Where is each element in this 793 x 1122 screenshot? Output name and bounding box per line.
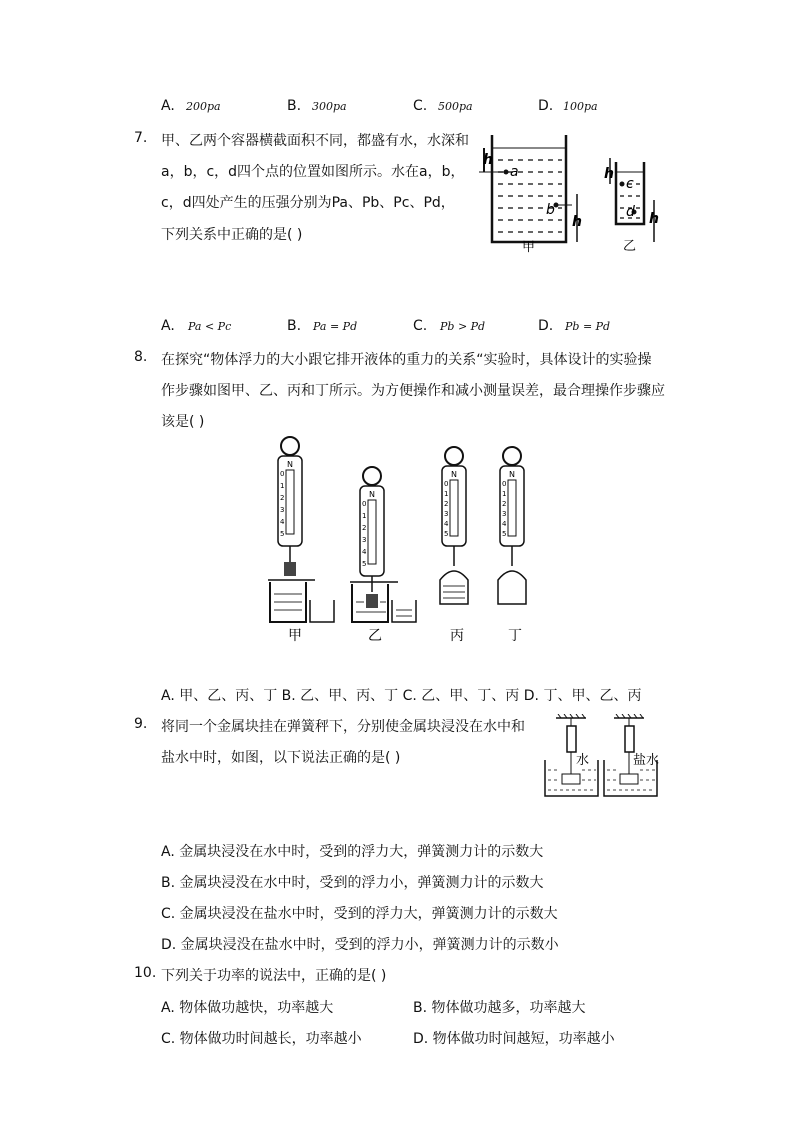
q7-label-jia: 甲 — [522, 240, 536, 255]
q8-number: 8. — [134, 349, 148, 365]
container-yi — [604, 158, 659, 254]
scale-yi-n: N — [369, 490, 375, 499]
scale-ding-n: N — [509, 470, 515, 479]
q6-option-b-text: 300pa — [312, 100, 347, 113]
q8-line-1: 在探究“物体浮力的大小跟它排开液体的重力的关系“实验时，具体设计的实验操 — [161, 352, 652, 368]
scale-jia-n: N — [287, 460, 293, 469]
scale-bing-n: N — [451, 470, 457, 479]
q8-line-3: 该是( ) — [161, 414, 205, 430]
svg-text:0: 0 — [444, 480, 449, 488]
svg-text:2: 2 — [444, 500, 449, 508]
q8-line-2: 作步骤如图甲、乙、丙和丁所示。为方便操作和减小测量误差，最合理操作步骤应 — [161, 383, 665, 399]
q10-option-c: C. 物体做功时间越长，功率越小 — [161, 1031, 362, 1047]
svg-text:1: 1 — [502, 490, 507, 498]
setup-ding — [498, 447, 526, 644]
q9-option-a: A. 金属块浸没在水中时，受到的浮力大，弹簧测力计的示数大 — [161, 844, 544, 860]
q7-line-4: 下列关系中正确的是( ) — [161, 227, 303, 243]
q8-label-ding: 丁 — [508, 628, 522, 644]
svg-text:0: 0 — [280, 470, 285, 478]
q9-immersion-figure — [540, 714, 664, 800]
q10-stem: 下列关于功率的说法中，正确的是( ) — [161, 968, 387, 984]
svg-text:5: 5 — [280, 530, 285, 538]
q9-option-b: B. 金属块浸没在水中时，受到的浮力小，弹簧测力计的示数大 — [161, 875, 544, 891]
svg-text:4: 4 — [362, 548, 367, 556]
q9-line-1: 将同一个金属块挂在弹簧秤下，分别使金属块浸没在水中和 — [161, 719, 525, 735]
q7-label-yi: 乙 — [623, 239, 637, 254]
setup-yi — [350, 467, 416, 644]
q7-jia-h-label: h — [483, 152, 493, 168]
q7-option-b-text: Pa = Pd — [313, 320, 358, 333]
svg-text:2: 2 — [280, 494, 285, 502]
q10-option-b: B. 物体做功越多，功率越大 — [413, 1000, 586, 1016]
q6-option-a-text: 200pa — [186, 100, 221, 113]
svg-text:1: 1 — [444, 490, 449, 498]
svg-text:3: 3 — [502, 510, 507, 518]
q7-yi-h2-label: h — [649, 211, 659, 227]
q6-option-d-text: 100pa — [563, 100, 598, 113]
q7-yi-h-label: h — [604, 166, 614, 182]
q9-option-c: C. 金属块浸没在盐水中时，受到的浮力大，弹簧测力计的示数大 — [161, 906, 558, 922]
svg-text:5: 5 — [444, 530, 449, 538]
svg-text:4: 4 — [280, 518, 285, 526]
svg-text:5: 5 — [502, 530, 507, 538]
q7-option-a-text: Pa < Pc — [188, 320, 232, 333]
setup-bing — [440, 447, 468, 644]
q8-label-bing: 丙 — [450, 628, 464, 644]
q7-point-c-label: c — [626, 176, 634, 192]
q7-option-a-letter: A. — [161, 318, 175, 334]
q7-point-a-label: a — [510, 164, 519, 180]
svg-text:2: 2 — [502, 500, 507, 508]
q10-number: 10. — [134, 965, 157, 981]
q7-number: 7. — [134, 130, 148, 146]
q7-line-3: c，d四处产生的压强分别为Pa、Pb、Pc、Pd， — [161, 195, 455, 211]
q9-label-salt-water: 盐水 — [633, 753, 660, 768]
svg-text:4: 4 — [502, 520, 507, 528]
q8-label-yi: 乙 — [368, 628, 382, 644]
svg-text:1: 1 — [280, 482, 285, 490]
setup-salt-water — [604, 714, 659, 796]
q9-line-2: 盐水中时，如图，以下说法正确的是( ) — [161, 750, 401, 766]
svg-text:3: 3 — [280, 506, 285, 514]
svg-text:4: 4 — [444, 520, 449, 528]
svg-text:2: 2 — [362, 524, 367, 532]
q9-option-d: D. 金属块浸没在盐水中时，受到的浮力小，弹簧测力计的示数小 — [161, 937, 559, 953]
q10-option-a: A. 物体做功越快，功率越大 — [161, 1000, 334, 1016]
q6-option-d-letter: D. — [538, 98, 554, 114]
q10-option-d: D. 物体做功时间越短，功率越小 — [413, 1031, 615, 1047]
svg-text:5: 5 — [362, 560, 367, 568]
q7-line-1: 甲、乙两个容器横截面积不同，都盛有水，水深和 — [161, 133, 469, 149]
svg-text:3: 3 — [362, 536, 367, 544]
q7-option-d-letter: D. — [538, 318, 554, 334]
svg-text:0: 0 — [502, 480, 507, 488]
q8-options: A. 甲、乙、丙、丁 B. 乙、甲、丙、丁 C. 乙、甲、丁、丙 D. 丁、甲、乙、丙 — [161, 688, 642, 704]
q7-option-d-text: Pb = Pd — [565, 320, 611, 333]
q7-line-2: a，b，c，d四个点的位置如图所示。水在a，b， — [161, 164, 465, 180]
q6-option-a-letter: A. — [161, 98, 175, 114]
setup-jia — [268, 437, 334, 644]
q7-point-d-label: d — [626, 204, 635, 220]
q7-option-c-text: Pb > Pd — [440, 320, 486, 333]
container-jia — [479, 135, 582, 255]
q6-option-b-letter: B. — [287, 98, 302, 114]
q7-option-b-letter: B. — [287, 318, 302, 334]
q6-option-c-text: 500pa — [438, 100, 473, 113]
q6-option-c-letter: C. — [413, 98, 428, 114]
q7-point-b-label: b — [546, 202, 555, 218]
q7-containers-figure — [476, 130, 666, 255]
q7-jia-h2-label: h — [572, 214, 582, 230]
q9-label-water: 水 — [576, 753, 590, 768]
q8-label-jia: 甲 — [288, 628, 302, 644]
svg-text:1: 1 — [362, 512, 367, 520]
svg-text:0: 0 — [362, 500, 367, 508]
q7-option-c-letter: C. — [413, 318, 428, 334]
setup-water — [545, 714, 598, 796]
q9-number: 9. — [134, 716, 148, 732]
q8-spring-scale-figure — [260, 434, 550, 646]
svg-text:3: 3 — [444, 510, 449, 518]
